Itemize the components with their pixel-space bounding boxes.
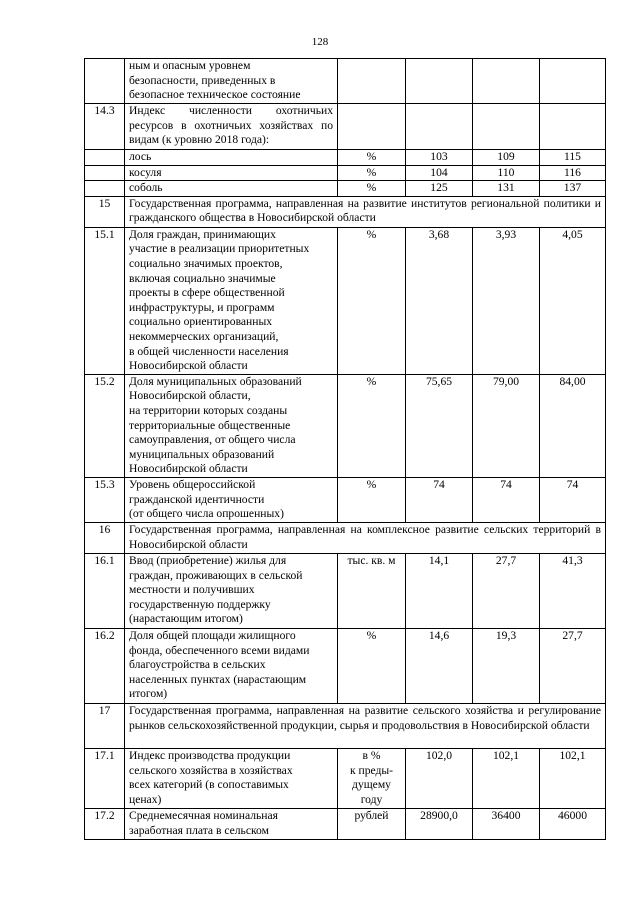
indicator-name: лось <box>125 150 338 166</box>
value-year-3 <box>540 104 606 150</box>
program-heading-row <box>85 196 606 227</box>
unit-cell: % <box>338 181 406 197</box>
value-year-1: 14,1 <box>406 553 473 628</box>
row-number: 16.1 <box>85 553 125 628</box>
table-row <box>85 553 606 628</box>
value-year-2: 79,00 <box>473 374 540 477</box>
table-row <box>85 181 606 197</box>
program-heading-row <box>85 522 606 553</box>
unit-cell: рублей <box>338 808 406 839</box>
value-year-1: 103 <box>406 150 473 166</box>
value-year-1: 104 <box>406 165 473 181</box>
unit-cell: % <box>338 150 406 166</box>
value-year-1: 28900,0 <box>406 808 473 839</box>
table-row <box>85 59 606 104</box>
value-year-3: 137 <box>540 181 606 197</box>
row-number: 17 <box>85 703 125 748</box>
program-title: Государственная программа, направленная на развитие сельского хозяйства и регулирование рынков сельскохозяйственной продукции, сырья и продовольствия в Новосибирской области <box>125 703 606 748</box>
value-year-2: 110 <box>473 165 540 181</box>
unit-cell: % <box>338 374 406 477</box>
value-year-1: 3,68 <box>406 227 473 374</box>
program-heading-row <box>85 703 606 748</box>
row-number <box>85 165 125 181</box>
row-number <box>85 150 125 166</box>
program-title: Государственная программа, направленная на развитие институтов региональной политики и гражданского общества в Новосибирской области <box>125 196 606 227</box>
indicator-name: Доля муниципальных образований Новосибирской области, на территории которых созданы территориальные общественные самоуправления, от общего числа муниципальных образований Новосибирской области <box>125 374 338 477</box>
indicator-name: Среднемесячная номинальная заработная плата в сельском <box>125 808 338 839</box>
indicator-name: Уровень общероссийской гражданской идентичности (от общего числа опрошенных) <box>125 477 338 522</box>
value-year-2: 74 <box>473 477 540 522</box>
value-year-3 <box>540 59 606 104</box>
page-number: 128 <box>311 36 329 48</box>
value-year-1: 75,65 <box>406 374 473 477</box>
value-year-2: 102,1 <box>473 748 540 808</box>
indicator-name: Индекс численности охотничьих ресурсов в охотничьих хозяйствах по видам (к уровню 2018 года): <box>125 104 338 150</box>
unit-cell: % <box>338 477 406 522</box>
row-number: 15.2 <box>85 374 125 477</box>
value-year-1: 14,6 <box>406 628 473 703</box>
indicator-name: Доля граждан, принимающих участие в реализации приоритетных социально значимых проектов, включая социально значимые проекты в сфере общественной инфраструктуры, и программ социально ориентированных некоммерческих организаций, в общей численности населения Новосибирской области <box>125 227 338 374</box>
value-year-3: 116 <box>540 165 606 181</box>
table-row <box>85 227 606 374</box>
unit-cell: % <box>338 628 406 703</box>
value-year-3: 27,7 <box>540 628 606 703</box>
unit-cell: в % к преды- дущему году <box>338 748 406 808</box>
table-row <box>85 748 606 808</box>
value-year-2: 27,7 <box>473 553 540 628</box>
table-row <box>85 628 606 703</box>
value-year-3: 41,3 <box>540 553 606 628</box>
table-row <box>85 150 606 166</box>
indicator-name: косуля <box>125 165 338 181</box>
table-row <box>85 104 606 150</box>
value-year-2: 109 <box>473 150 540 166</box>
value-year-3: 102,1 <box>540 748 606 808</box>
row-number: 17.2 <box>85 808 125 839</box>
value-year-3: 84,00 <box>540 374 606 477</box>
unit-cell: % <box>338 165 406 181</box>
value-year-2: 131 <box>473 181 540 197</box>
value-year-2 <box>473 59 540 104</box>
row-number: 17.1 <box>85 748 125 808</box>
table-row <box>85 374 606 477</box>
value-year-2 <box>473 104 540 150</box>
row-number: 14.3 <box>85 104 125 150</box>
unit-cell: % <box>338 227 406 374</box>
unit-cell <box>338 104 406 150</box>
indicators-table <box>84 58 606 840</box>
row-number <box>85 181 125 197</box>
value-year-1: 74 <box>406 477 473 522</box>
value-year-1: 125 <box>406 181 473 197</box>
indicator-name: Ввод (приобретение) жилья для граждан, проживающих в сельской местности и получивших государственную поддержку (нарастающим итогом) <box>125 553 338 628</box>
value-year-1 <box>406 104 473 150</box>
table-row <box>85 808 606 839</box>
value-year-1 <box>406 59 473 104</box>
unit-cell: тыс. кв. м <box>338 553 406 628</box>
value-year-3: 4,05 <box>540 227 606 374</box>
value-year-2: 3,93 <box>473 227 540 374</box>
program-title: Государственная программа, направленная на комплексное развитие сельских территорий в Новосибирской области <box>125 522 606 553</box>
value-year-2: 36400 <box>473 808 540 839</box>
table-row <box>85 477 606 522</box>
indicator-name: Индекс производства продукции сельского хозяйства в хозяйствах всех категорий (в сопоставимых ценах) <box>125 748 338 808</box>
indicator-name: ным и опасным уровнем безопасности, приведенных в безопасное техническое состояние <box>125 59 338 104</box>
table-row <box>85 165 606 181</box>
value-year-3: 115 <box>540 150 606 166</box>
value-year-2: 19,3 <box>473 628 540 703</box>
row-number: 16.2 <box>85 628 125 703</box>
indicator-name: Доля общей площади жилищного фонда, обеспеченного всеми видами благоустройства в сельских населенных пунктах (нарастающим итогом) <box>125 628 338 703</box>
row-number <box>85 59 125 104</box>
indicator-name: соболь <box>125 181 338 197</box>
row-number: 15.3 <box>85 477 125 522</box>
row-number: 16 <box>85 522 125 553</box>
value-year-3: 46000 <box>540 808 606 839</box>
value-year-3: 74 <box>540 477 606 522</box>
value-year-1: 102,0 <box>406 748 473 808</box>
unit-cell <box>338 59 406 104</box>
row-number: 15.1 <box>85 227 125 374</box>
row-number: 15 <box>85 196 125 227</box>
